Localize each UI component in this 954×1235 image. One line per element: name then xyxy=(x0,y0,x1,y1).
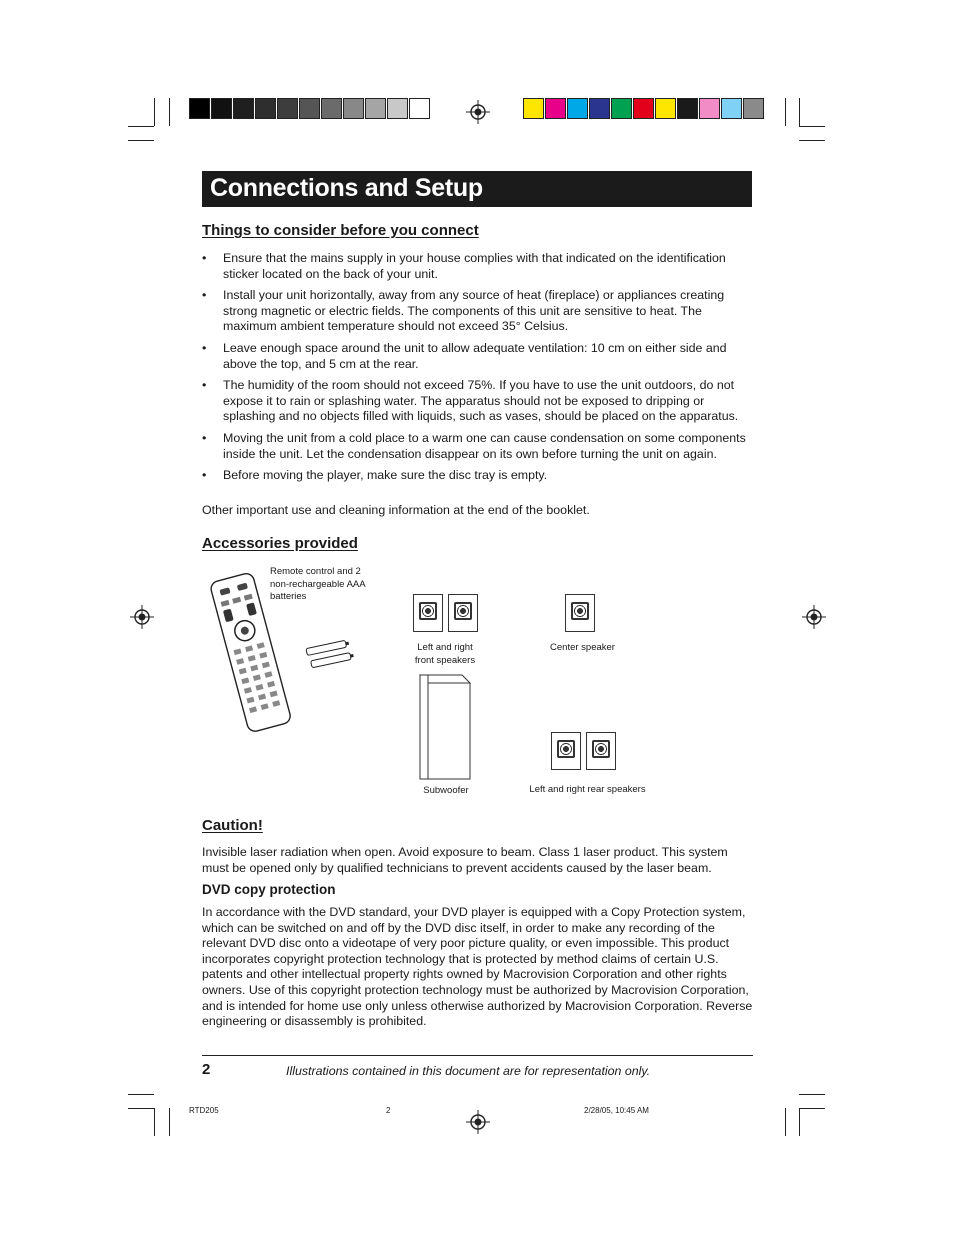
calibration-swatch xyxy=(299,98,320,119)
calibration-swatch xyxy=(343,98,364,119)
center-speaker-icon xyxy=(565,594,595,632)
caution-text: Invisible laser radiation when open. Avoid exposure to beam. Class 1 laser product. This system must be opened only by qualified technicians to prevent accidents caused by the laser beam. xyxy=(202,845,728,875)
list-item: • Before moving the player, make sure the disc tray is empty. xyxy=(202,468,757,484)
calibration-swatch xyxy=(211,98,232,119)
page-title: Connections and Setup xyxy=(210,174,483,202)
caption-line: Left and right xyxy=(417,642,473,653)
slug-page: 2 xyxy=(386,1106,391,1115)
list-item: • Ensure that the mains supply in your house complies with that indicated on the identification sticker located on the back of your unit. xyxy=(202,251,757,282)
subwoofer-caption: Subwoofer xyxy=(423,785,469,796)
front-right-speaker-icon xyxy=(448,594,478,632)
calibration-swatch xyxy=(677,98,698,119)
caption-line: front speakers xyxy=(414,654,476,666)
calibration-swatch xyxy=(321,98,342,119)
footer-rule xyxy=(202,1055,753,1056)
registration-target-icon xyxy=(802,605,826,629)
caption-line: non-rechargeable AAA xyxy=(270,578,366,590)
heading-accessories: Accessories provided xyxy=(202,535,358,552)
calibration-swatch xyxy=(655,98,676,119)
calibration-swatch xyxy=(523,98,544,119)
calibration-swatch xyxy=(189,98,210,119)
calibration-swatch xyxy=(633,98,654,119)
page-title-bar xyxy=(202,171,752,207)
calibration-swatch xyxy=(743,98,764,119)
registration-target-icon xyxy=(466,100,490,124)
rear-speakers-caption: Left and right rear speakers xyxy=(529,784,646,795)
subwoofer-icon xyxy=(418,673,472,781)
slug-timestamp: 2/28/05, 10:45 AM xyxy=(584,1106,649,1115)
page-number: 2 xyxy=(202,1061,211,1078)
remote-caption xyxy=(270,566,366,604)
calibration-swatch xyxy=(409,98,430,119)
calibration-swatch xyxy=(255,98,276,119)
front-left-speaker-icon xyxy=(413,594,443,632)
slug-document-id: RTD205 xyxy=(189,1106,219,1115)
calibration-swatch xyxy=(589,98,610,119)
rear-right-speaker-icon xyxy=(586,732,616,770)
calibration-swatch xyxy=(233,98,254,119)
heading-dvd-copy-protection: DVD copy protection xyxy=(202,882,336,897)
registration-target-icon xyxy=(466,1110,490,1134)
list-item: • Leave enough space around the unit to allow adequate ventilation: 10 cm on either side and above the top, and 5 cm at the rear. xyxy=(202,341,757,372)
calibration-swatch xyxy=(545,98,566,119)
list-item: • Install your unit horizontally, away from any source of heat (fireplace) or appliances creating strong magnetic or electric fields. The components of this unit are sensitive to heat. The maximum ambient temperature should not exceed 35° Celsius. xyxy=(202,288,757,335)
heading-caution: Caution! xyxy=(202,817,263,834)
calibration-swatch xyxy=(387,98,408,119)
dvd-copy-protection-text: In accordance with the DVD standard, your DVD player is equipped with a Copy Protection system, which can be switched on and off by the DVD disc itself, in order to make any recording of the relevant DVD disc onto a videotape of very poor picture quality, or even impossible. This product incorporates copyright protection technology that is protected by method claims of certain U.S. patents and other intellectual property rights owned by Macrovision Corporation and other rights owners. Use of this copyright protection technology must be authorized by Macrovision Corporation, and is intended for home use only unless otherwise authorized by Macrovision Corporation. Reverse engineering or disassembly is prohibited. xyxy=(202,905,753,1029)
cleaning-note: Other important use and cleaning information at the end of the booklet. xyxy=(202,503,590,517)
registration-target-icon xyxy=(130,605,154,629)
calibration-swatch xyxy=(699,98,720,119)
caption-line: Remote control and 2 xyxy=(270,566,361,577)
center-speaker-caption: Center speaker xyxy=(550,642,615,653)
aaa-batteries-icon xyxy=(304,638,354,674)
calibration-swatch xyxy=(277,98,298,119)
list-item: • Moving the unit from a cold place to a warm one can cause condensation on some components inside the unit. Let the condensation disappear on its own before turning the unit on again. xyxy=(202,431,757,462)
list-item: • The humidity of the room should not exceed 75%. If you have to use the unit outdoors, do not expose it to rain or splashing water. The apparatus should not be exposed to dripping or splashing and no objects filled with liquids, such as vases, should be placed on the apparatus. xyxy=(202,378,757,425)
front-speakers-caption xyxy=(405,642,485,667)
heading-things-to-consider: Things to consider before you connect xyxy=(202,222,479,239)
calibration-swatch xyxy=(567,98,588,119)
consider-bullet-list xyxy=(202,251,757,490)
rear-left-speaker-icon xyxy=(551,732,581,770)
calibration-swatch xyxy=(365,98,386,119)
footer-disclaimer: Illustrations contained in this document are for representation only. xyxy=(286,1064,651,1078)
calibration-swatch xyxy=(721,98,742,119)
caption-line: batteries xyxy=(270,591,307,602)
calibration-swatch xyxy=(611,98,632,119)
